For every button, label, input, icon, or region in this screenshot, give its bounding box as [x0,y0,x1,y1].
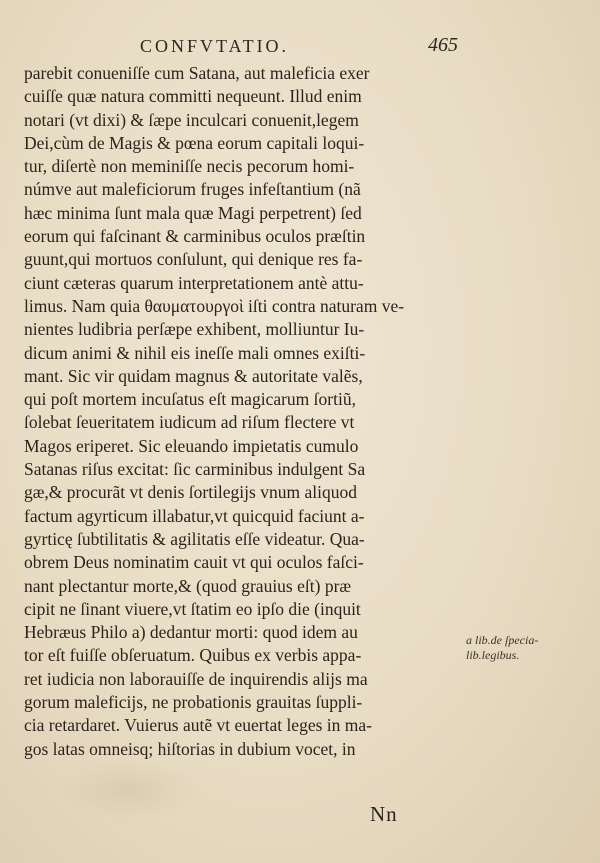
body-text [24,62,464,761]
text-line: nientes ludibria perſæpe exhibent, molliuntur Iu- [24,319,365,340]
text-line: gæ,& procurãt vt denis ſortilegijs vnum aliquod [24,482,357,503]
text-line: nant plectantur morte,& (quod grauius eſt) præ [24,575,352,596]
text-line: númve aut maleficiorum fruges infeſtantium (nã [24,179,361,200]
text-line: notari (vt dixi) & ſæpe inculcari conuenit,legem [24,109,359,130]
text-line: tur, diſertè non meminiſſe necis pecorum homi- [24,156,355,177]
text-line: ciunt cæteras quarum interpretationem antè attu- [24,272,364,293]
text-line: gyrticę ſubtilitatis & agilitatis eſſe videatur. Qua- [24,528,365,549]
text-line: Hebræus Philo a) dedantur morti: quod idem au [24,622,358,643]
text-line: obrem Deus nominatim cauit vt qui oculos faſci- [24,552,364,573]
text-line: limus. Nam quia θαυματουργοὶ iſti contra naturam ve- [24,295,405,316]
text-line: guunt,qui mortuos conſulunt, qui denique res fa- [24,249,363,270]
text-line: cuiſſe quæ natura committi nequeunt. Illud enim [24,86,362,107]
marginal-note-line: a lib.de ſpecia- [466,633,539,647]
text-line: mant. Sic vir quidam magnus & autoritate valẽs, [24,365,363,386]
text-line: hæc minima ſunt mala quæ Magi perpetrent) ſed [24,202,362,223]
running-head [0,30,600,60]
text-line: factum agyrticum illabatur,vt quicquid faciunt a- [24,505,365,526]
text-line: ſolebat ſeueritatem iudicum ad riſum flectere vt [24,412,355,433]
text-line: dicum animi & nihil eis ineſſe mali omnes exiſti- [24,342,366,363]
running-title: CONFVTATIO. [140,36,290,56]
text-line: cia retardaret. Vuierus autẽ vt euertat leges in ma- [24,715,372,736]
text-line: Dei,cùm de Magis & pœna eorum capitali loqui- [24,132,365,153]
text-line: gorum maleficijs, ne probationis grauitas ſuppli- [24,692,363,713]
page-number: 465 [428,34,458,56]
text-line: tor eſt fuiſſe obſeruatum. Quibus ex verbis appa- [24,645,362,666]
text-line: cipit ne ſinant viuere,vt ſtatim eo ipſo die (inquit [24,598,361,619]
marginal-note-line: lib.legibus. [466,648,520,662]
text-line: eorum qui faſcinant & carminibus oculos præſtin [24,226,366,247]
catchword: Nn [370,802,398,826]
text-line: Magos eriperet. Sic eleuando impietatis cumulo [24,435,359,456]
text-line: ret iudicia non laborauiſſe de inquirendis alijs ma [24,668,368,689]
text-line: parebit conueniſſe cum Satana, aut maleficia exer [24,63,370,83]
text-line: Satanas riſus excitat: ſic carminibus indulgent Sa [24,459,366,480]
marginal-note [466,633,576,663]
text-line: qui poſt mortem incuſatus eſt magicarum ſortiũ, [24,389,356,410]
paper-stain [60,760,200,820]
text-line: gos latas omneisq; hiſtorias in dubium vocet, in [24,738,356,759]
